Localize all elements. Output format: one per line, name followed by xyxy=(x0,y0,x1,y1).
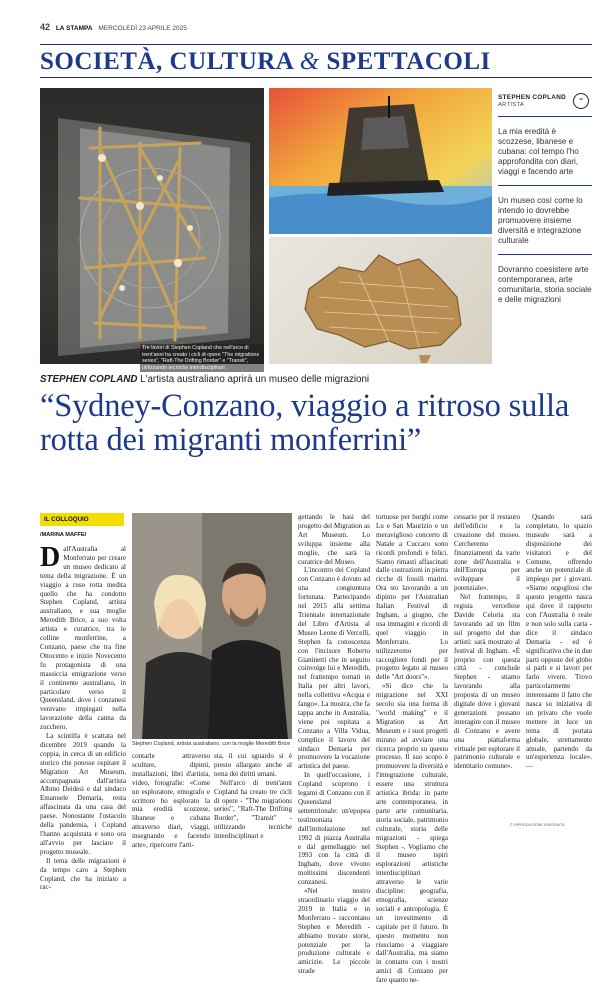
kicker-text: L'artista australiano aprirà un museo delle migrazioni xyxy=(137,374,370,385)
painting-photo xyxy=(269,88,492,234)
couple-illustration xyxy=(132,513,292,739)
byline xyxy=(40,532,124,538)
paragraph: tortuose per borghi come Lu e San Maurizio e un meraviglioso concerto di Natale a Cuccaro sono ricordi profondi e felici. Siamo rimasti affascinati dalle costruzioni in pietra ricche di fossili marini. Ora sto lavorando a un dipinto per l'Australian Italian Festival di Ingham, a giugno, che usa immagini e ricordi di quel viaggio in Monferrato. Lo utilizzeremo per raccogliere fondi per il progetto legato al museo delle "Art doors"». xyxy=(376,513,448,682)
section-title-part2: SPETTACOLI xyxy=(326,48,491,75)
quote-bubble-icon xyxy=(572,92,590,110)
paragraph: all'Australia al Monferrato per creare un museo dedicato al tema della migrazione. È un viaggio a ruso rotta inedita quello che ha condotto Stephen Copland, artista australiano, e sua moglie Meredith Brice, a suo volta artista e curatrice, tra le colline monferrine, a Conzano, paese che tra fine Ottocento e inizio Novecento fu protagonista di una massiccia emigrazione verso il continente australiano, in particolare verso il Queensland, dove i conzanesi venivano impiegati nella lavorazione della canna da zucchero. xyxy=(40,545,126,732)
couple-caption: Stephen Copland, artista australiano, con la moglie Meredith Brice xyxy=(132,741,291,747)
page-header xyxy=(40,8,592,38)
section-title-part1: SOCIETÀ, CULTURA xyxy=(40,48,293,75)
section-tag: IL COLLOQUIO xyxy=(40,513,124,526)
svg-text:“: “ xyxy=(578,97,584,108)
article-column-6 xyxy=(454,513,592,819)
byline-dash: / xyxy=(40,532,42,538)
issue-date: MERCOLEDÌ 23 APRILE 2025 xyxy=(98,25,187,32)
map-sculpture-photo xyxy=(269,237,492,364)
copyright-notice: © RIPRODUZIONE RISERVATA xyxy=(510,823,565,827)
sidebar-role: ARTISTA xyxy=(498,102,525,108)
painting-illustration xyxy=(269,88,492,234)
divider xyxy=(498,116,592,117)
paragraph: «Nel nostro straordinario viaggio del 2019 in Italia e in Monferrato - raccontano Stephen e Meredith - abbiamo trovato storie, potenziale per la produzione culturale e amicizie. Le piccole strade xyxy=(298,887,370,976)
section-banner xyxy=(40,44,592,78)
article-column-4 xyxy=(298,513,371,976)
newspaper-name: LA STAMPA xyxy=(55,25,93,32)
divider xyxy=(498,185,592,186)
sculpture-illustration xyxy=(40,88,264,364)
paragraph: «Si dice che la migrazione nel XXI secolo sia una forma di "world making" e il Migration as Art Museum e i suoi progetti mirano ad avviare una ricerca proprio su questo processo. Il suo scopo è promuovere la diversità e l'integrazione culturale, essere una struttura artistica ibrida: in parte arte contemporanea, in parte arte comunitaria, storia sociale, patrimonio culturale, storia delle migrazioni - spiega Stephen -. Vogliamo che il museo ispiri esplorazioni artistiche interdisciplinari attraverso le varie discipline: geografia, etnografia, scienze sociali e antropologia. È un investimento di capitale per il futuro. In questo momento non riusciamo a viaggiare dall'Australia, ma siamo in contatto con i nostri amici di Conzano per fare quanto ne- xyxy=(376,682,448,985)
quote-sidebar xyxy=(498,88,592,364)
byline-author: MARINA MAFFEI xyxy=(41,532,87,538)
australia-sculpture-illustration xyxy=(269,237,492,364)
section-title-amp: & xyxy=(299,48,320,75)
article-kicker xyxy=(40,374,592,385)
kicker-name: STEPHEN COPLAND xyxy=(40,374,138,385)
paragraph: contarle attraverso sculture, dipinti, installazioni, libri d'artista, video, fotografie: «Come un esploratore, etnografo e scrittore ho esplorato la mia eredità scozzese, libanese e cubana attraverso diari, viaggi, insegnando e facendo arte», ripercorre l'arti- xyxy=(132,752,210,850)
images-caption: Tre lavori di Stephen Copland che nell'arco di trent'anni ha creato i cicli di opere "The migrations series", "Raft-The Drifting Border" e "Transit", utilizzando tecniche interdisciplinari xyxy=(140,344,264,372)
paragraph: In quell'occasione, i Copland scoprono i legami di Conzano con il Queensland settentrionale: un'epopea testimoniata dall'intitolazione nel 1992 di piazza Australia e dal gemellaggio nel 1993 con la città di Ingham, dove vivono moltissimi discendenti conzanesi. xyxy=(298,771,370,887)
article-column-5 xyxy=(376,513,448,985)
sculpture-photo xyxy=(40,88,264,364)
paragraph: Il tema delle migrazioni è da tempo caro a Stephen Copland, che ha iniziato a rac- xyxy=(40,856,126,892)
divider xyxy=(498,254,592,255)
drop-cap: D xyxy=(40,542,61,573)
paragraph: La scintilla è scattata nel dicembre 2019 quando la coppia, in cerca di un edificio storico che potesse ospitare il Migration Art Museum, accompagnata dall'artista Albino Deidesi e dal sindaco Emanuele Demaria, resta affascinata da una casa del paese. Nonostante l'ostacolo della pandemia, i Copland l'hanno acquistata e sono ora all'avvio per lasciare il progetto museale. xyxy=(40,732,126,856)
sidebar-name: STEPHEN COPLAND xyxy=(498,94,567,101)
paragraph: sta, il cui sguardo si è presto allargato anche al tema dei diritti umani. xyxy=(214,752,292,778)
paragraph: Nel frattempo, il regista vercellese Davide Celoria sta lavorando ad un film sul progetto del due artisti: sarà mostrato al festival di Ingham. «È proprio con questa città - conclude Stephen - stiamo lavorando alla proposta di un museo digitale dove i giovani generazioni possano interagire con il museo di Conzano e avere una piattaforma virtuale per esplorare il patrimonio culturale e identitario comune». xyxy=(454,593,520,771)
paragraph: L'incontro dei Copland con Conzano è dovuto ad una congiuntura fortunata. Partecipando nel 2015 alla settima Triennale internazionale del Libro d'Artista al Museo Leone di Vercelli, Stephen fa conoscenza con l'incisore Roberto Gianinetti che in seguito coinvolge lui e Meredith, nel frattempo tornati in Italia per altri lavori, nella collettiva «Acqua e fango». La mostra, che fa tappa anche in Australia, viene poi ospitata a Conzano a Villa Vidua, complice il lavoro del sindaco Demaria per promuovere la vocazione artistica del paese. xyxy=(298,566,371,771)
paragraph: gettando le basi del progetto del Migration as Art Museum. Lo sviluppa insieme alla moglie, che sarà la curatrice del Museo. xyxy=(298,513,370,566)
paragraph: cessario per il restauro dell'edificio e la creazione del museo. Cercheremo finanziamenti da varie zone dell'Australia e dell'Europa per sviluppare il potenziale». xyxy=(454,513,520,593)
sidebar-quote-2: Un museo così come lo intendo io dovrebbe promuovere insieme diversità e integrazione culturale xyxy=(498,196,583,245)
article-column-1 xyxy=(40,542,126,892)
paragraph: Quando sarà completato, lo spazio museale sarà a disposizione dei visitatori e del Comune, offrendo anche un potenziale di impiego per i giovani. «Siamo orgogliosi che questo progetto nasca qui dove il rapporto con l'Australia è reale e non solo sulla carta - dice il sindaco Demaria - ed è significativo che in due parti opposte del globo si parli e si lavori per farlo vivere. Trovo particolarmente interessante il fatto che nasca su iniziativa di un privato che vuole mettere in luce un tema di portata globale, strettamente attuale, partendo da un'esperienza locale». — xyxy=(526,513,592,771)
sidebar-quote-1: La mia eredità è scozzese, libanese e cubana: col tempo l'ho approfondita con diari, viaggi e facendo arte xyxy=(498,127,579,176)
couple-photo xyxy=(132,513,292,739)
paragraph: Nell'arco di trent'anni Copland ha creato tre cicli di opere - "The migrations series", "Raft-The Drifting Border", "Transit" - utilizzando tecniche interdisciplinari e xyxy=(214,778,292,841)
page-number: 42 xyxy=(40,22,51,32)
article-column-2 xyxy=(132,752,210,850)
article-headline: “Sydney-Conzano, viaggio a ritroso sulla rotta dei migranti monferrini” xyxy=(40,388,570,458)
article-column-3 xyxy=(214,752,292,841)
sidebar-quote-3: Dovranno coesistere arte contemporanea, arte comunitaria, storia sociale e delle migrazioni xyxy=(498,265,592,304)
